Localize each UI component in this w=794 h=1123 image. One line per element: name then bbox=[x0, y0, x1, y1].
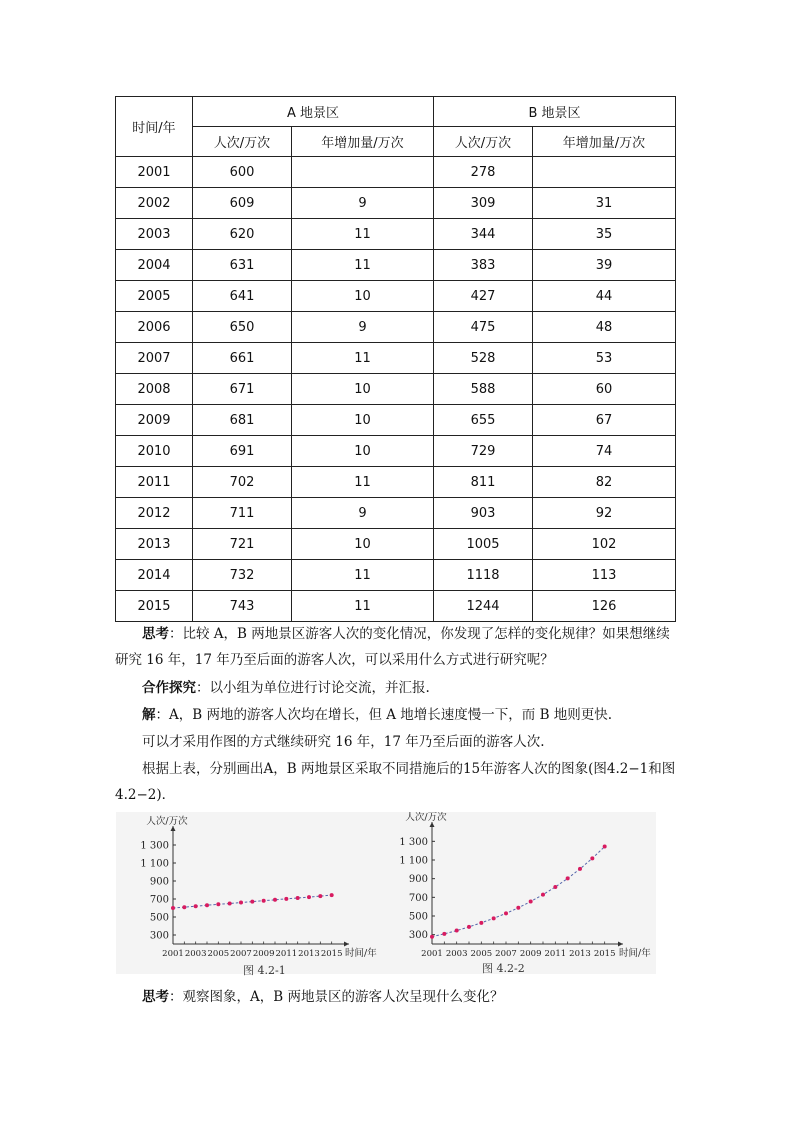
chart-a-point bbox=[194, 904, 198, 908]
chart-b-y-tick-label: 1 300 bbox=[399, 836, 428, 848]
paragraph-solution bbox=[115, 702, 680, 728]
cell-year: 2005 bbox=[116, 281, 193, 312]
chart-a-y-tick-label: 1 300 bbox=[140, 840, 169, 852]
cell-a-visits: 702 bbox=[193, 467, 292, 498]
header-region-a: A 地景区 bbox=[193, 97, 434, 127]
chart-a-x-label: 时间/年 bbox=[345, 948, 377, 959]
chart-b-y-tick-label: 500 bbox=[408, 911, 428, 923]
cell-a-increase: 10 bbox=[292, 281, 434, 312]
cell-year: 2002 bbox=[116, 188, 193, 219]
chart-a-x-tick-label: 2013 bbox=[298, 949, 320, 959]
chart-b-x-label: 时间/年 bbox=[619, 948, 651, 959]
chart-a-point bbox=[330, 893, 334, 897]
chart-a-x-tick-label: 2003 bbox=[184, 949, 207, 959]
table-row bbox=[116, 467, 676, 498]
cell-b-increase: 60 bbox=[533, 374, 676, 405]
table-row bbox=[116, 343, 676, 374]
charts-svg bbox=[116, 812, 656, 974]
chart-a-x-tick-label: 2001 bbox=[162, 949, 184, 959]
cell-a-visits: 721 bbox=[193, 529, 292, 560]
cell-b-visits: 528 bbox=[434, 343, 533, 374]
chart-a-point bbox=[205, 903, 209, 907]
chart-a-point bbox=[216, 902, 220, 906]
paragraph-cooperate bbox=[115, 675, 680, 701]
chart-a-point bbox=[171, 906, 175, 910]
chart-a-y-tick-label: 500 bbox=[149, 912, 169, 924]
cell-b-visits: 475 bbox=[434, 312, 533, 343]
chart-b-y-label: 人次/万次 bbox=[405, 812, 447, 823]
table-row bbox=[116, 498, 676, 529]
table-row bbox=[116, 188, 676, 219]
chart-b-point bbox=[430, 935, 434, 939]
cell-a-increase: 11 bbox=[292, 560, 434, 591]
chart-b-y-tick-label: 900 bbox=[408, 874, 428, 886]
chart-a-point bbox=[284, 897, 288, 901]
chart-a-x-tick-label: 2007 bbox=[230, 949, 252, 959]
chart-a-point bbox=[250, 900, 254, 904]
cell-b-increase: 39 bbox=[533, 250, 676, 281]
cell-b-visits: 729 bbox=[434, 436, 533, 467]
table-row bbox=[116, 436, 676, 467]
cell-b-visits: 1118 bbox=[434, 560, 533, 591]
paragraph-think-1 bbox=[115, 621, 680, 673]
chart-b-point bbox=[442, 932, 446, 936]
charts-area bbox=[116, 812, 656, 974]
chart-a-y-tick-label: 900 bbox=[149, 876, 169, 888]
solution-body: ：A，B 两地的游客人次均在增长，但 A 地增长速度慢一下，而 B 地则更快. bbox=[155, 707, 613, 723]
chart-a-x-tick-label: 2011 bbox=[275, 949, 298, 959]
cell-a-increase: 10 bbox=[292, 374, 434, 405]
header-b-increase: 年增加量/万次 bbox=[533, 127, 676, 157]
table-row bbox=[116, 312, 676, 343]
cooperate-body: ：以小组为单位进行讨论交流，并汇报. bbox=[196, 680, 430, 696]
cell-a-increase: 11 bbox=[292, 250, 434, 281]
cell-a-visits: 671 bbox=[193, 374, 292, 405]
cell-a-visits: 600 bbox=[193, 157, 292, 188]
chart-a-x-tick-label: 2009 bbox=[252, 949, 275, 959]
cell-a-increase: 9 bbox=[292, 498, 434, 529]
cell-b-increase: 102 bbox=[533, 529, 676, 560]
cell-a-visits: 661 bbox=[193, 343, 292, 374]
cell-b-visits: 309 bbox=[434, 188, 533, 219]
cell-year: 2010 bbox=[116, 436, 193, 467]
table-row bbox=[116, 560, 676, 591]
cell-b-increase: 48 bbox=[533, 312, 676, 343]
cell-b-increase bbox=[533, 157, 676, 188]
chart-b-point bbox=[455, 929, 459, 933]
chart-a-y-tick-label: 1 100 bbox=[140, 858, 169, 870]
cell-year: 2003 bbox=[116, 219, 193, 250]
cooperate-label: 合作探究 bbox=[142, 680, 196, 696]
cell-year: 2013 bbox=[116, 529, 193, 560]
cell-a-visits: 650 bbox=[193, 312, 292, 343]
cell-b-visits: 811 bbox=[434, 467, 533, 498]
table-row bbox=[116, 250, 676, 281]
chart-b-x-tick-label: 2005 bbox=[470, 949, 493, 959]
chart-b-point bbox=[541, 893, 545, 897]
cell-year: 2007 bbox=[116, 343, 193, 374]
think-label: 思考 bbox=[142, 626, 169, 642]
chart-b-x-tick-label: 2015 bbox=[593, 949, 616, 959]
chart-b-point bbox=[516, 906, 520, 910]
chart-b-x-tick-label: 2009 bbox=[519, 949, 542, 959]
header-time: 时间/年 bbox=[116, 97, 193, 157]
cell-a-visits: 609 bbox=[193, 188, 292, 219]
cell-b-visits: 427 bbox=[434, 281, 533, 312]
cell-b-visits: 278 bbox=[434, 157, 533, 188]
cell-b-increase: 31 bbox=[533, 188, 676, 219]
cell-b-visits: 1005 bbox=[434, 529, 533, 560]
chart-a-point bbox=[307, 895, 311, 899]
cell-a-increase bbox=[292, 157, 434, 188]
table-row bbox=[116, 374, 676, 405]
header-region-b: B 地景区 bbox=[434, 97, 676, 127]
cell-b-increase: 67 bbox=[533, 405, 676, 436]
paragraph-think-2 bbox=[115, 984, 680, 1010]
table-row bbox=[116, 591, 676, 622]
chart-b-point bbox=[566, 876, 570, 880]
cell-a-increase: 10 bbox=[292, 529, 434, 560]
think-body: ：比较 A，B 两地景区游客人次的变化情况，你发现了怎样的变化规律？如果想继续研究 16 年，17 年乃至后面的游客人次，可以采用什么方式进行研究呢？ bbox=[115, 626, 670, 668]
think2-body: ：观察图象，A，B 两地景区的游客人次呈现什么变化？ bbox=[169, 989, 504, 1005]
chart-a-point bbox=[228, 902, 232, 906]
chart-b-point bbox=[504, 911, 508, 915]
cell-year: 2001 bbox=[116, 157, 193, 188]
cell-b-visits: 1244 bbox=[434, 591, 533, 622]
cell-a-visits: 711 bbox=[193, 498, 292, 529]
cell-b-increase: 92 bbox=[533, 498, 676, 529]
cell-year: 2008 bbox=[116, 374, 193, 405]
table-row bbox=[116, 157, 676, 188]
cell-a-visits: 631 bbox=[193, 250, 292, 281]
chart-b-y-tick-label: 1 100 bbox=[399, 855, 428, 867]
cell-year: 2012 bbox=[116, 498, 193, 529]
table-row bbox=[116, 281, 676, 312]
cell-a-visits: 732 bbox=[193, 560, 292, 591]
cell-a-visits: 691 bbox=[193, 436, 292, 467]
chart-b-point bbox=[467, 925, 471, 929]
chart-a-point bbox=[239, 901, 243, 905]
cell-a-visits: 641 bbox=[193, 281, 292, 312]
chart-a-point bbox=[273, 898, 277, 902]
chart-b-x-tick-label: 2003 bbox=[445, 949, 468, 959]
header-b-visits: 人次/万次 bbox=[434, 127, 533, 157]
chart-b-x-tick-label: 2007 bbox=[495, 949, 517, 959]
chart-a-point bbox=[318, 894, 322, 898]
cell-year: 2011 bbox=[116, 467, 193, 498]
tourist-table bbox=[115, 96, 676, 622]
paragraph-method: 可以才采用作图的方式继续研究 16 年，17 年乃至后面的游客人次. bbox=[142, 734, 545, 750]
cell-b-increase: 35 bbox=[533, 219, 676, 250]
table-body bbox=[116, 157, 676, 622]
cell-year: 2006 bbox=[116, 312, 193, 343]
chart-a-y-tick-label: 700 bbox=[149, 894, 169, 906]
chart-a-point bbox=[262, 899, 266, 903]
cell-a-increase: 11 bbox=[292, 467, 434, 498]
header-a-visits: 人次/万次 bbox=[193, 127, 292, 157]
cell-year: 2009 bbox=[116, 405, 193, 436]
cell-a-increase: 11 bbox=[292, 219, 434, 250]
cell-b-increase: 82 bbox=[533, 467, 676, 498]
cell-a-visits: 681 bbox=[193, 405, 292, 436]
chart-a-point bbox=[182, 905, 186, 909]
cell-a-visits: 743 bbox=[193, 591, 292, 622]
chart-a-y-tick-label: 300 bbox=[149, 930, 169, 942]
cell-year: 2014 bbox=[116, 560, 193, 591]
chart-b-y-tick-label: 700 bbox=[408, 892, 428, 904]
cell-a-increase: 11 bbox=[292, 591, 434, 622]
cell-b-increase: 126 bbox=[533, 591, 676, 622]
chart-b-point bbox=[479, 921, 483, 925]
cell-b-visits: 903 bbox=[434, 498, 533, 529]
chart-a-y-label: 人次/万次 bbox=[146, 816, 188, 827]
chart-b-x-tick-label: 2001 bbox=[421, 949, 443, 959]
chart-b-point bbox=[578, 867, 582, 871]
caption-fig-1: 图 4.2-1 bbox=[243, 964, 286, 977]
table-row bbox=[116, 405, 676, 436]
cell-b-visits: 588 bbox=[434, 374, 533, 405]
cell-b-visits: 383 bbox=[434, 250, 533, 281]
cell-a-visits: 620 bbox=[193, 219, 292, 250]
header-a-increase: 年增加量/万次 bbox=[292, 127, 434, 157]
chart-a-x-tick-label: 2015 bbox=[320, 949, 343, 959]
chart-b-point bbox=[603, 845, 607, 849]
cell-a-increase: 11 bbox=[292, 343, 434, 374]
cell-a-increase: 9 bbox=[292, 188, 434, 219]
chart-b-point bbox=[553, 885, 557, 889]
chart-b-point bbox=[492, 916, 496, 920]
chart-b-point bbox=[529, 900, 533, 904]
chart-b-y-tick-label: 300 bbox=[408, 930, 428, 942]
cell-year: 2004 bbox=[116, 250, 193, 281]
table-row bbox=[116, 219, 676, 250]
solution-label: 解 bbox=[142, 707, 156, 723]
paragraph-figures: 根据上表，分别画出A，B 两地景区采取不同措施后的15年游客人次的图象(图4.2−1和图4.2−2)． bbox=[115, 761, 676, 803]
table-row bbox=[116, 529, 676, 560]
caption-fig-2: 图 4.2-2 bbox=[482, 962, 525, 975]
cell-a-increase: 10 bbox=[292, 405, 434, 436]
cell-b-increase: 113 bbox=[533, 560, 676, 591]
chart-b-point bbox=[590, 856, 594, 860]
cell-a-increase: 9 bbox=[292, 312, 434, 343]
cell-b-increase: 53 bbox=[533, 343, 676, 374]
chart-a-point bbox=[296, 896, 300, 900]
cell-b-increase: 74 bbox=[533, 436, 676, 467]
cell-b-increase: 44 bbox=[533, 281, 676, 312]
cell-a-increase: 10 bbox=[292, 436, 434, 467]
chart-b-x-tick-label: 2011 bbox=[544, 949, 567, 959]
cell-year: 2015 bbox=[116, 591, 193, 622]
chart-a-x-tick-label: 2005 bbox=[207, 949, 230, 959]
think2-label: 思考 bbox=[142, 989, 169, 1005]
cell-b-visits: 655 bbox=[434, 405, 533, 436]
chart-b-x-tick-label: 2013 bbox=[569, 949, 591, 959]
cell-b-visits: 344 bbox=[434, 219, 533, 250]
